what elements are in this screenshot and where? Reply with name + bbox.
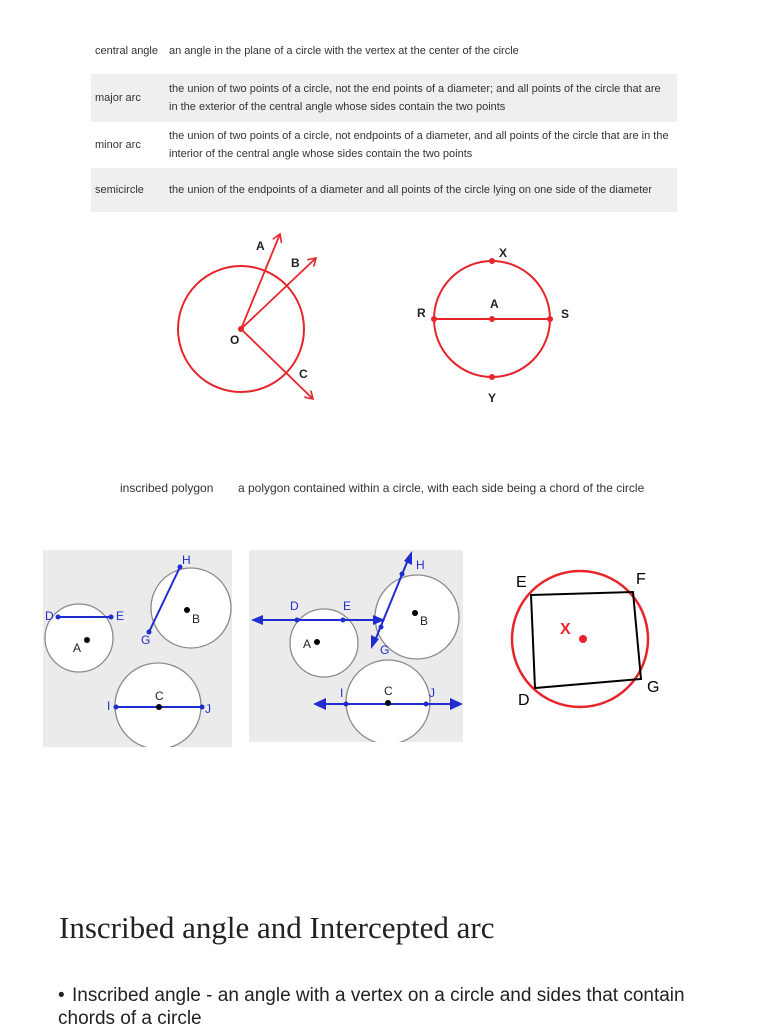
bullet-symbol: • — [58, 985, 65, 1006]
label-s: S — [561, 307, 570, 321]
point-h — [400, 572, 405, 577]
point-g — [379, 625, 384, 630]
point-x — [489, 258, 495, 264]
center-b — [412, 610, 418, 616]
center-a — [314, 639, 320, 645]
label-d: D — [290, 599, 299, 613]
label-a: A — [256, 239, 265, 253]
point-s — [547, 316, 553, 322]
arrow-down-icon — [371, 635, 379, 649]
circle-a — [45, 604, 113, 672]
center-b — [184, 607, 190, 613]
center-a — [84, 637, 90, 643]
center-point-a — [489, 316, 495, 322]
center-point-x — [579, 635, 587, 643]
label-e: E — [343, 599, 352, 613]
label-x: X — [499, 246, 508, 260]
point-d — [56, 615, 61, 620]
ray-ob — [241, 258, 316, 329]
label-e: E — [116, 609, 125, 623]
secants-figure — [249, 550, 463, 742]
label-h: H — [182, 553, 191, 567]
label-f: F — [636, 571, 646, 588]
bullet-item — [58, 984, 718, 1030]
point-i — [114, 705, 119, 710]
label-a: A — [303, 637, 312, 651]
definition-cell: the union of two points of a circle, not endpoints of a diameter, and all points of the circle that are in the interior of the central angle whose sides contain the two points — [169, 130, 669, 160]
point-i — [344, 702, 349, 707]
point-j — [200, 705, 205, 710]
label-x: X — [560, 621, 571, 638]
label-c: C — [384, 684, 393, 698]
definition-row-major-arc — [91, 74, 677, 122]
label-c: C — [155, 689, 164, 703]
definition-row-minor-arc — [91, 122, 677, 168]
label-h: H — [416, 558, 425, 572]
center-c — [156, 704, 162, 710]
label-i: I — [340, 686, 344, 700]
center-c — [385, 700, 391, 706]
section-heading: Inscribed angle and Intercepted arc — [59, 910, 495, 945]
definition-row-semicircle — [91, 168, 677, 212]
bullet-text: Inscribed angle - an angle with a vertex on a circle and sides that contain chords of a circle — [58, 985, 685, 1029]
term-cell: semicircle — [91, 168, 167, 212]
label-g: G — [647, 679, 660, 696]
point-d — [295, 618, 300, 623]
chords-panel — [43, 550, 232, 747]
label-d: D — [45, 609, 54, 623]
arrow-left-icon — [313, 698, 326, 710]
definition-row-central-angle — [91, 28, 677, 74]
arrow-left-icon — [251, 615, 263, 625]
point-j — [424, 702, 429, 707]
label-b: B — [291, 256, 300, 270]
chords-figure — [43, 550, 232, 747]
inscribed-quadrilateral-figure — [500, 560, 680, 720]
term-cell: major arc — [91, 74, 167, 122]
definition-cell: the union of the endpoints of a diameter and all points of the circle lying on one side of the diameter — [167, 168, 677, 212]
label-b: B — [192, 612, 201, 626]
semicircle-figure — [410, 240, 580, 410]
label-c: C — [299, 367, 308, 381]
point-e — [341, 618, 346, 623]
definition-cell: an angle in the plane of a circle with the vertex at the center of the circle — [169, 45, 519, 57]
label-j: J — [205, 702, 211, 716]
term-cell: minor arc — [95, 139, 141, 151]
point-r — [431, 316, 437, 322]
inscribed-polygon-term: inscribed polygon — [120, 481, 214, 495]
label-a: A — [490, 297, 499, 311]
label-o: O — [230, 333, 240, 347]
center-point-o — [238, 326, 244, 332]
label-i: I — [107, 699, 111, 713]
label-g: G — [380, 643, 390, 657]
arrow-up-icon — [404, 551, 412, 565]
label-g: G — [141, 633, 151, 647]
label-r: R — [417, 306, 426, 320]
label-d: D — [518, 692, 530, 709]
arrow-right-icon — [450, 698, 463, 710]
central-angle-figure — [170, 228, 330, 408]
definitions-table — [91, 28, 677, 212]
label-a: A — [73, 641, 82, 655]
circle-b — [151, 568, 231, 648]
label-e: E — [516, 574, 527, 591]
point-e — [109, 615, 114, 620]
definition-cell: the union of two points of a circle, not the end points of a diameter; and all points of the circle that are in the exterior of the central angle whose sides contain the two points — [167, 74, 677, 122]
label-j: J — [429, 686, 435, 700]
label-y: Y — [488, 391, 497, 405]
secants-panel — [249, 550, 463, 742]
term-cell: central angle — [95, 45, 158, 57]
label-b: B — [420, 614, 429, 628]
point-y — [489, 374, 495, 380]
inscribed-polygon-definition: a polygon contained within a circle, with each side being a chord of the circle — [238, 481, 645, 495]
